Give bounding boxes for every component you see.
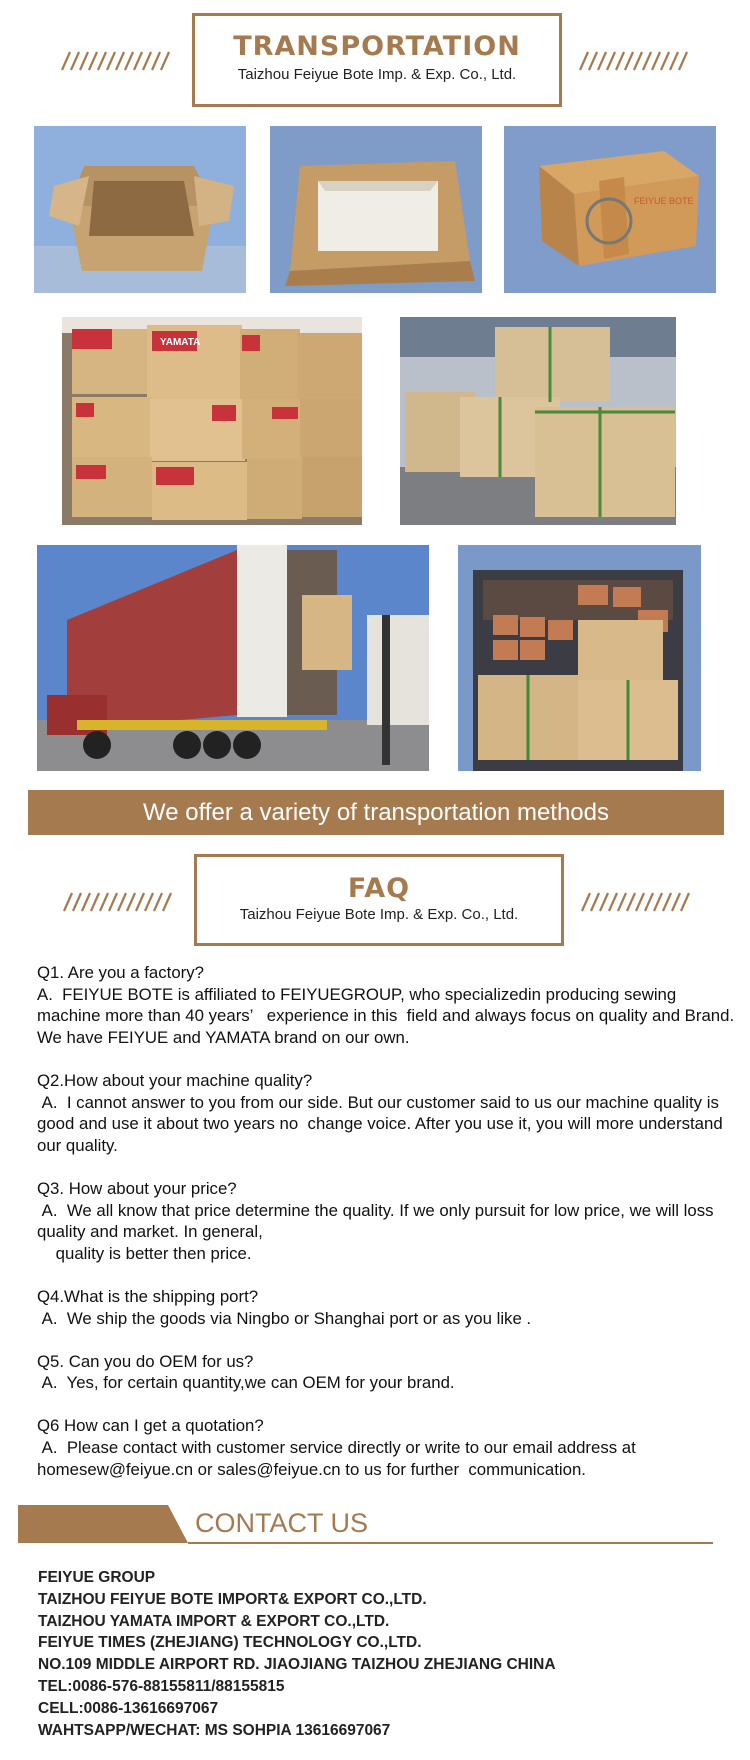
faq-answer: A. We all know that price determine the quality. If we only pursuit for low price, we will loss quality and market. In general, quality is better then price.	[37, 1200, 714, 1263]
photo-loaded-container	[458, 545, 701, 771]
faq-question: Q1. Are you a factory?	[37, 963, 204, 982]
faq-question: Q5. Can you do OEM for us?	[37, 1351, 254, 1371]
contact-line: FEIYUE GROUP	[38, 1569, 156, 1586]
faq-item	[37, 1286, 737, 1329]
carton-print-yamata: YAMATA	[160, 337, 201, 348]
transportation-title-box	[192, 13, 562, 107]
faq-item	[37, 962, 737, 1048]
carton-print-feiyue: FEIYUE BOTE	[634, 196, 694, 206]
contact-line: FEIYUE TIMES (ZHEJIANG) TECHNOLOGY CO.,LTD.	[38, 1634, 422, 1652]
contact-phone: TEL:0086-576-88155811/88155815	[38, 1677, 285, 1695]
faq-subtitle: Taizhou Feiyue Bote Imp. & Exp. Co., Ltd.	[239, 906, 519, 923]
faq-question: Q3. How about your price?	[37, 1178, 237, 1198]
faq-list	[37, 962, 737, 1502]
faq-answer: A. FEIYUE BOTE is affiliated to FEIYUEGROUP, who specializedin producing sewing machine more than 40 years’ experience in this field and always focus on quality and Brand. We have FEIYUE and YAMATA brand on our own.	[37, 984, 739, 1047]
contact-line: TAIZHOU FEIYUE BOTE IMPORT& EXPORT CO.,LTD.	[38, 1590, 427, 1608]
faq-question: Q6 How can I get a quotation?	[37, 1416, 264, 1436]
faq-answer: A. We ship the goods via Ningbo or Shanghai port or as you like .	[37, 1308, 532, 1328]
contact-address: NO.109 MIDDLE AIRPORT RD. JIAOJIANG TAIZHOU ZHEJIANG CHINA	[38, 1656, 556, 1674]
faq-item	[37, 1070, 737, 1156]
faq-answer: A. Yes, for certain quantity,we can OEM for your brand.	[37, 1373, 455, 1393]
faq-title: FAQ	[347, 873, 411, 904]
decorative-slashes-left	[62, 891, 177, 913]
faq-question: Q4.What is the shipping port?	[37, 1286, 259, 1306]
faq-answer: A. I cannot answer to you from our side. But our customer said to us our machine quality is good and use it about two years no change voice. After you use it, you will more understand our quality.	[37, 1092, 728, 1155]
contact-details	[38, 1567, 728, 1741]
photo-stacked-cartons	[62, 317, 362, 525]
faq-title-box	[194, 854, 564, 946]
transportation-subtitle: Taizhou Feiyue Bote Imp. & Exp. Co., Ltd.	[237, 66, 517, 83]
photo-container-truck	[37, 545, 429, 771]
decorative-slashes-left	[60, 50, 175, 72]
contact-cell: CELL:0086-13616697067	[38, 1699, 219, 1717]
decorative-slashes-right	[578, 50, 693, 72]
faq-item	[37, 1415, 737, 1480]
transportation-banner: We offer a variety of transportation methods	[28, 790, 724, 835]
photo-open-carton-2	[270, 126, 482, 293]
contact-title: CONTACT US	[195, 1508, 369, 1538]
faq-question: Q2.How about your machine quality?	[37, 1070, 313, 1090]
photo-wooden-crates	[400, 317, 676, 525]
contact-line: TAIZHOU YAMATA IMPORT & EXPORT CO.,LTD.	[38, 1612, 390, 1630]
contact-whatsapp: WAHTSAPP/WECHAT: MS SOHPIA 13616697067	[38, 1721, 391, 1739]
photo-sealed-carton	[504, 126, 716, 293]
faq-item	[37, 1178, 737, 1264]
transportation-title: TRANSPORTATION	[233, 31, 521, 62]
photo-open-carton-1	[34, 126, 246, 293]
faq-item	[37, 1351, 737, 1394]
faq-answer: A. Please contact with customer service directly or write to our email address at homesew@feiyue.cn or sales@feiyue.cn to us for further communication.	[37, 1438, 641, 1479]
decorative-slashes-right	[580, 891, 695, 913]
